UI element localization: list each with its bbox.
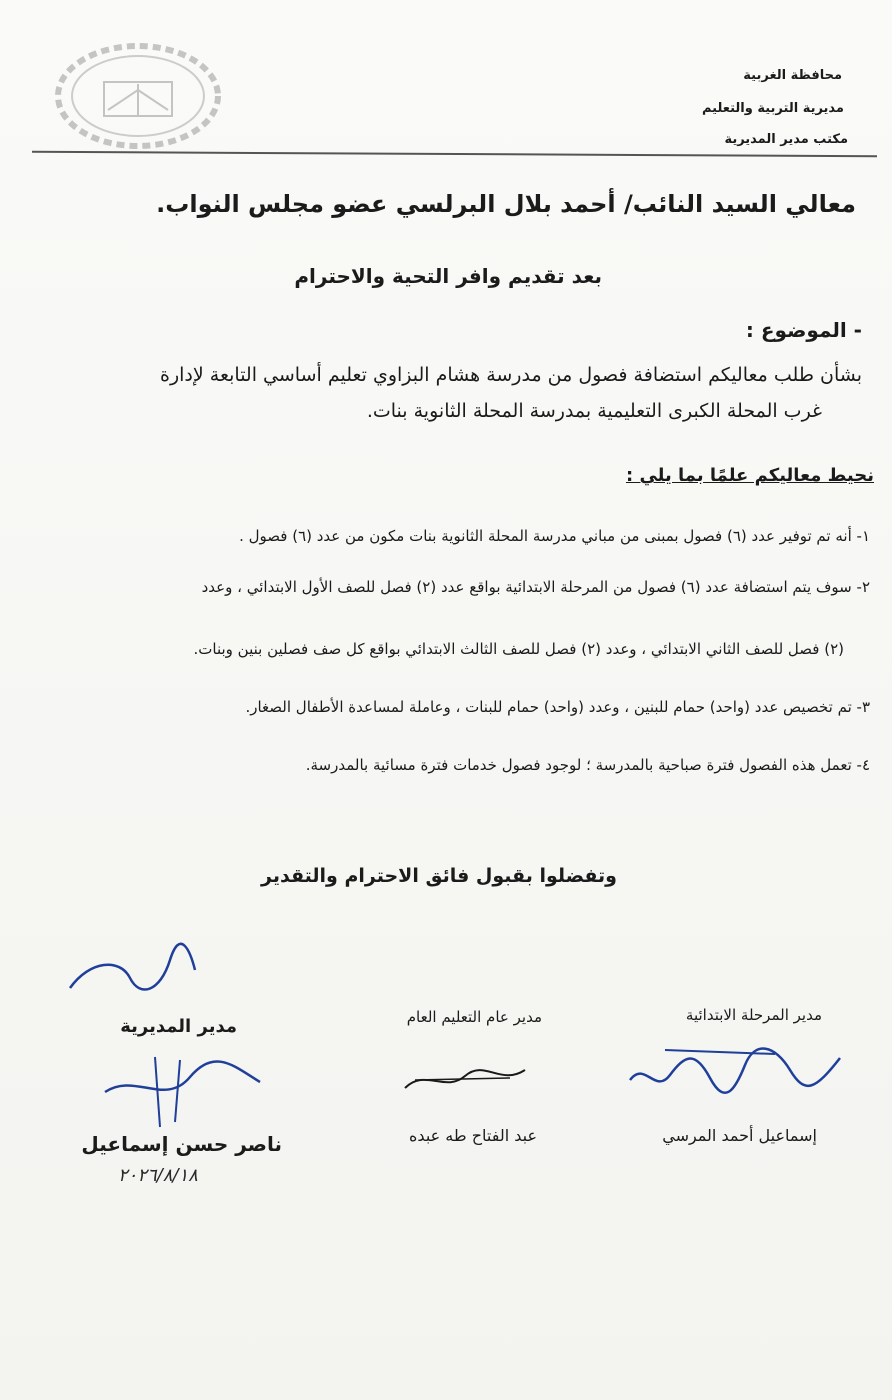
greeting-line: بعد تقديم وافر التحية والاحترام [294,264,602,288]
header-divider [32,151,877,157]
subject-label: - الموضوع : [745,318,862,342]
signature-date: ٢٠٢٦/٨/١٨ [118,1165,198,1186]
subject-line-2: غرب المحلة الكبرى التعليمية بمدرسة المحلة الثانوية بنات. [366,400,822,422]
item-2-continued: (٢) فصل للصف الثاني الابتدائي ، وعدد (٢) فصل للصف الثالث الابتدائي بواقع كل صف فصلين بنين وبنات. [193,640,844,658]
general-education-director-title: مدير عام التعليم العام [406,1008,542,1026]
primary-stage-director-name: إسماعيل أحمد المرسي [662,1126,817,1145]
header-directorate: مديرية التربية والتعليم [701,101,844,116]
header-governorate: محافظة الغربية [743,68,842,83]
directorate-emblem-icon [52,40,224,152]
informs-heading: نحيط معاليكم علمًا بما يلي : [625,465,874,486]
general-education-director-signature [400,1058,530,1098]
item-3: ٣- تم تخصيص عدد (واحد) حمام للبنين ، وعدد (واحد) حمام للبنات ، وعاملة لمساعدة الأطفال الصغار. [245,698,870,716]
header-office: مكتب مدير المديرية [724,132,848,147]
directorate-director-title: مدير المديرية [120,1016,237,1037]
subject-line-1: بشأن طلب معاليكم استضافة فصول من مدرسة هشام البزاوي تعليم أساسي التابعة لإدارة [160,364,862,386]
item-1: ١- أنه تم توفير عدد (٦) فصول بمبنى من مباني مدرسة المحلة الثانوية بنات مكون من عدد (٦) فصول . [239,527,870,545]
closing-line: وتفضلوا بقبول فائق الاحترام والتقدير [261,865,617,887]
directorate-director-name: ناصر حسن إسماعيل [81,1132,282,1156]
primary-stage-director-signature [625,1040,845,1100]
directorate-director-signature [95,1052,265,1132]
director-handwritten-note [60,940,200,1000]
addressee-line: معالي السيد النائب/ أحمد بلال البرلسي عضو مجلس النواب. [156,190,856,218]
item-4: ٤- تعمل هذه الفصول فترة صباحية بالمدرسة ؛ لوجود فصول خدمات فترة مسائية بالمدرسة. [305,756,870,774]
general-education-director-name: عبد الفتاح طه عبده [409,1126,537,1145]
primary-stage-director-title: مدير المرحلة الابتدائية [685,1006,822,1024]
item-2: ٢- سوف يتم استضافة عدد (٦) فصول من المرحلة الابتدائية بواقع عدد (٢) فصل للصف الأول الابتدائي ، وعدد [201,578,870,596]
